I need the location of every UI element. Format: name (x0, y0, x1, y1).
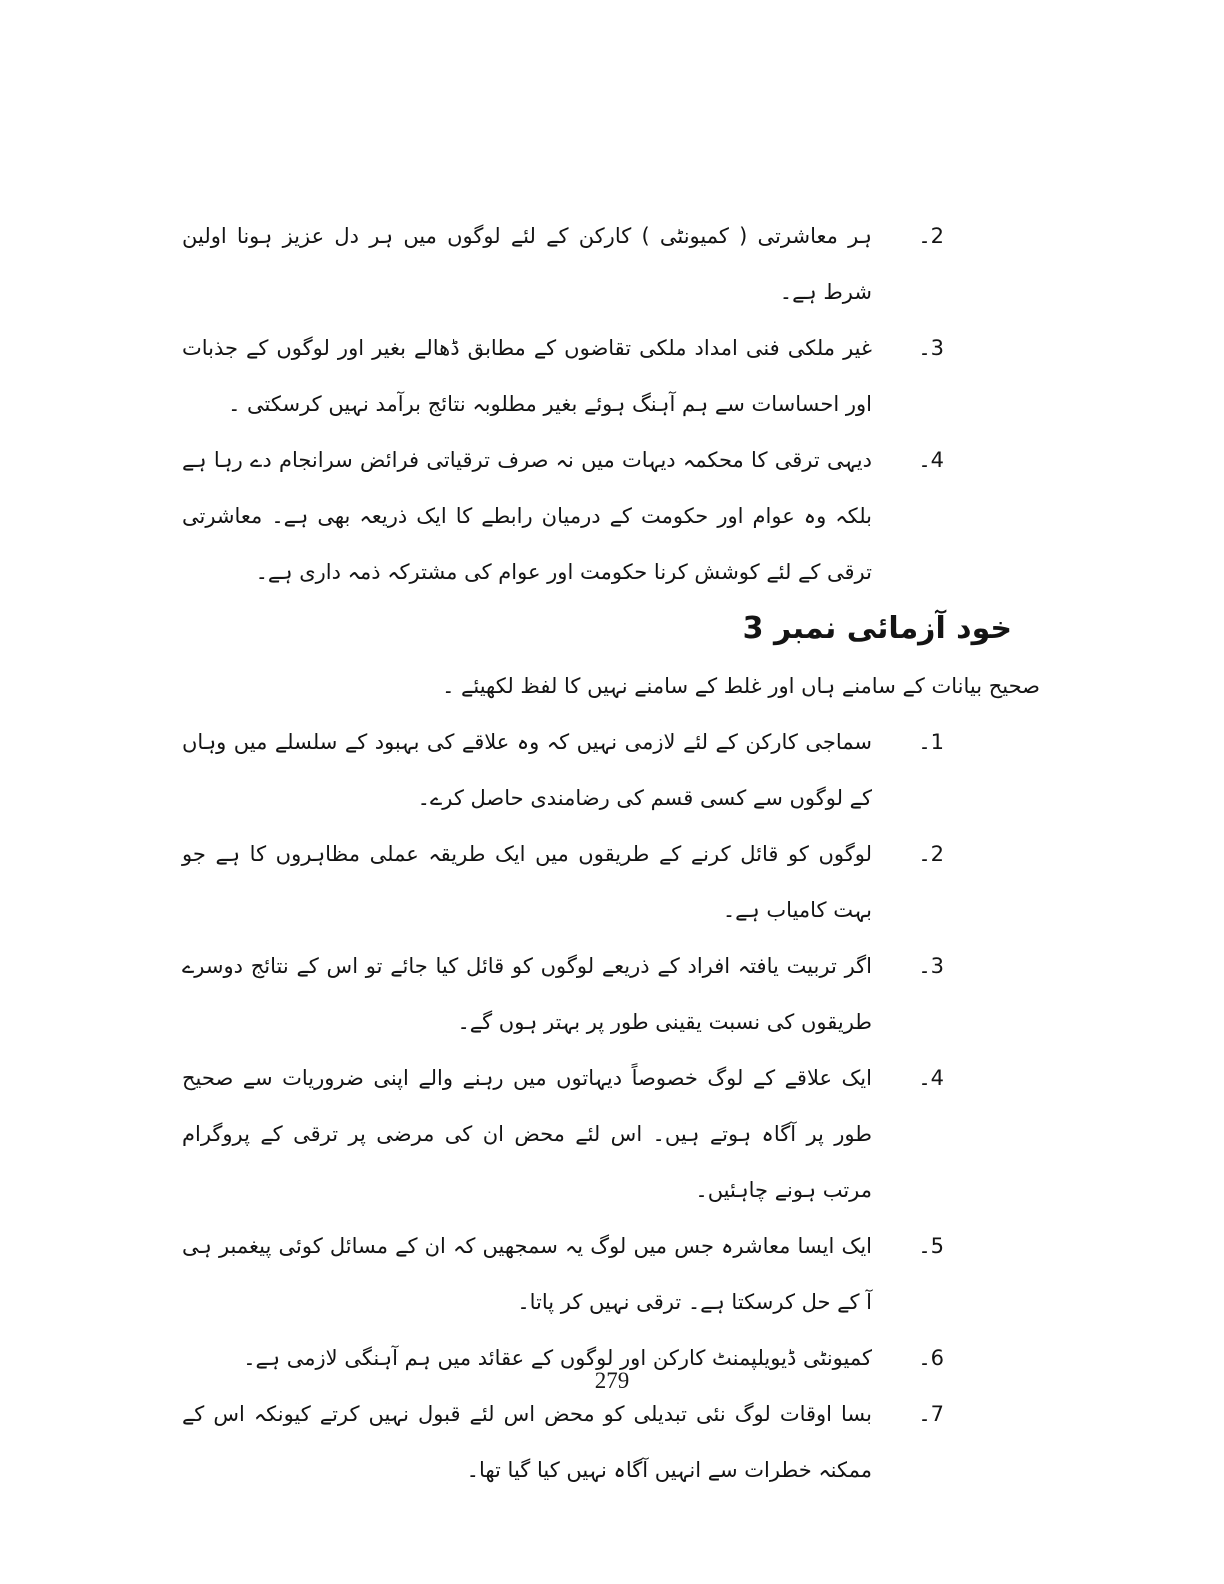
item-text: لوگوں کو قائل کرنے کے طریقوں میں ایک طریقہ عملی مظاہروں کا ہے جو بہت کامیاب ہے۔ (182, 842, 872, 922)
item-number: 3۔ (918, 954, 944, 978)
list-item (182, 1386, 1040, 1498)
item-text: بسا اوقات لوگ نئی تبدیلی کو محض اس لئے قبول نہیں کرتے کیونکہ اس کے ممکنہ خطرات سے انہیں آگاہ نہیں کیا گیا تھا۔ (182, 1402, 872, 1482)
item-text: ایک علاقے کے لوگ خصوصاً دیہاتوں میں رہنے والے اپنی ضروریات سے صحیح طور پر آگاہ ہوتے ہیں۔ اس لئے محض ان کی مرضی پر ترقی کے پروگرام مرتب ہونے چاہئیں۔ (182, 1066, 872, 1202)
item-number: 4۔ (918, 1066, 944, 1090)
item-number: 5۔ (918, 1234, 944, 1258)
list-item (182, 208, 1040, 320)
top-statements-list (182, 208, 1040, 600)
item-text: ایک ایسا معاشرہ جس میں لوگ یہ سمجھیں کہ ان کے مسائل کوئی پیغمبر ہی آ کے حل کرسکتا ہے۔ ترقی نہیں کر پاتا۔ (182, 1234, 872, 1314)
list-item (182, 826, 1040, 938)
item-text: سماجی کارکن کے لئے لازمی نہیں کہ وہ علاقے کی بہبود کے سلسلے میں وہاں کے لوگوں سے کسی قسم کی رضامندی حاصل کرے۔ (182, 730, 872, 810)
instruction-text: صحیح بیانات کے سامنے ہاں اور غلط کے سامنے نہیں کا لفظ لکھیئے ۔ (442, 674, 1040, 698)
section-heading: خود آزمائی نمبر 3 (742, 611, 1012, 646)
item-text: کمیونٹی ڈیویلپمنٹ کارکن اور لوگوں کے عقائد میں ہم آہنگی لازمی ہے۔ (243, 1346, 872, 1370)
item-text: دیہی ترقی کا محکمہ دیہات میں نہ صرف ترقیاتی فرائض سرانجام دے رہا ہے بلکہ وہ عوام اور حکومت کے درمیان رابطے کا ایک ذریعہ بھی ہے۔ معاشرتی ترقی کے لئے کوشش کرنا حکومت اور عوام کی مشترکہ ذمہ داری ہے۔ (182, 448, 872, 584)
page-content (182, 208, 1040, 1498)
item-number: 4۔ (918, 448, 944, 472)
item-text: غیر ملکی فنی امداد ملکی تقاضوں کے مطابق ڈھالے بغیر اور لوگوں کے جذبات اور احساسات سے ہم آہنگ ہوئے بغیر مطلوبہ نتائج برآمد نہیں کرسکتی ۔ (182, 336, 872, 416)
item-number: 2۔ (918, 224, 944, 248)
item-number: 6۔ (918, 1346, 944, 1370)
list-item (182, 938, 1040, 1050)
item-text: ہر معاشرتی ( کمیونٹی ) کارکن کے لئے لوگوں میں ہر دل عزیز ہونا اولین شرط ہے۔ (182, 224, 872, 304)
item-number: 7۔ (918, 1402, 944, 1426)
item-number: 3۔ (918, 336, 944, 360)
list-item (182, 432, 1040, 600)
item-number: 1۔ (918, 730, 944, 754)
item-text: اگر تربیت یافتہ افراد کے ذریعے لوگوں کو قائل کیا جائے تو اس کے نتائج دوسرے طریقوں کی نسبت یقینی طور پر بہتر ہوں گے۔ (182, 954, 872, 1034)
list-item (182, 1050, 1040, 1218)
list-item (182, 714, 1040, 826)
item-number: 2۔ (918, 842, 944, 866)
list-item (182, 320, 1040, 432)
list-item (182, 1218, 1040, 1330)
page-number: 279 (594, 1368, 630, 1393)
